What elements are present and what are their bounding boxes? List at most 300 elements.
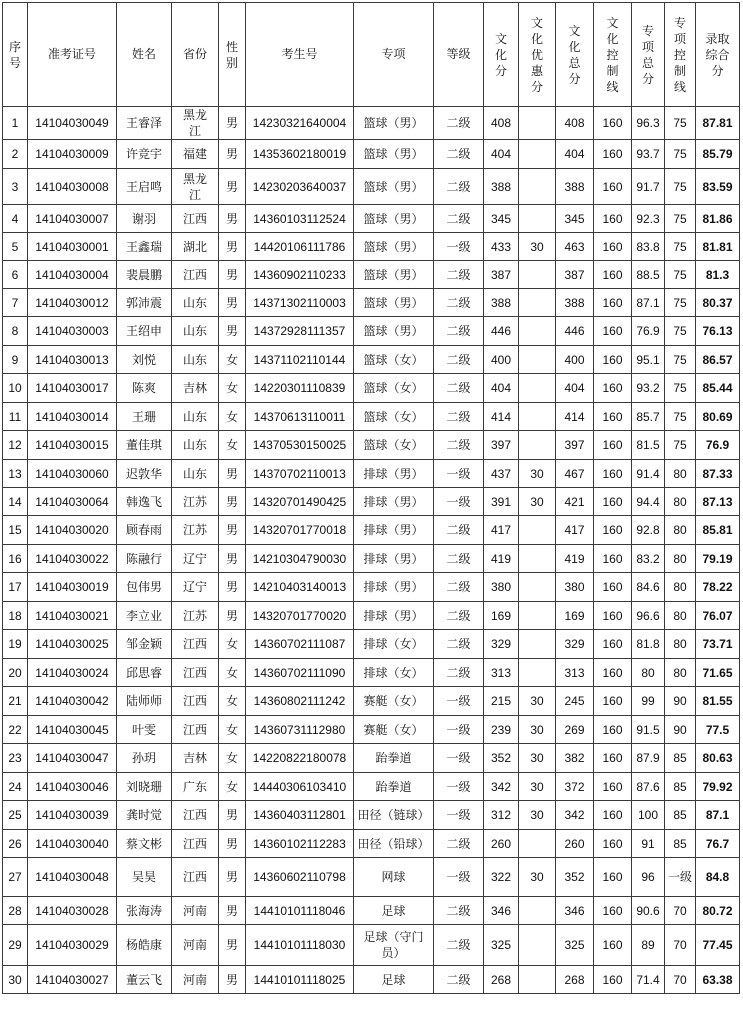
- cell-admit-score: 80.72: [696, 897, 740, 925]
- cell-admit-score: 81.81: [696, 233, 740, 261]
- header-sport: 专项: [354, 3, 434, 107]
- table-row: [3, 169, 740, 205]
- cell-culture-score: 414: [484, 403, 519, 431]
- cell-sport-line: 75: [665, 374, 696, 403]
- table-row: [3, 317, 740, 346]
- cell-culture-line: 160: [594, 140, 632, 169]
- cell-ticket: 14104030015: [28, 431, 117, 460]
- cell-culture-line: 160: [594, 858, 632, 897]
- cell-sport: 篮球（男）: [354, 289, 434, 317]
- cell-culture-line: 160: [594, 317, 632, 346]
- cell-culture-bonus: [519, 289, 556, 317]
- table-row: [3, 858, 740, 897]
- cell-sport-line: 90: [665, 687, 696, 716]
- cell-culture-line: 160: [594, 801, 632, 830]
- cell-ticket: 14104030042: [28, 687, 117, 716]
- cell-ticket: 14104030028: [28, 897, 117, 925]
- cell-province: 河南: [172, 897, 219, 925]
- cell-culture-bonus: 30: [519, 233, 556, 261]
- cell-admit-score: 83.59: [696, 169, 740, 205]
- cell-seq: 5: [3, 233, 28, 261]
- cell-gender: 男: [219, 573, 246, 602]
- cell-level: 二级: [434, 602, 484, 630]
- cell-sport-line: 85: [665, 773, 696, 801]
- cell-gender: 女: [219, 773, 246, 801]
- cell-sport: 跆拳道: [354, 744, 434, 773]
- cell-culture-bonus: [519, 630, 556, 659]
- cell-sport: 足球（守门员）: [354, 925, 434, 966]
- table-row: [3, 966, 740, 994]
- cell-name: 王绍申: [117, 317, 172, 346]
- cell-exam-no: 14230203640037: [246, 169, 354, 205]
- cell-sport-line: 80: [665, 630, 696, 659]
- cell-gender: 女: [219, 659, 246, 687]
- cell-culture-bonus: 30: [519, 716, 556, 744]
- cell-level: 二级: [434, 169, 484, 205]
- cell-name: 裴晨鹏: [117, 261, 172, 289]
- cell-culture-score: 312: [484, 801, 519, 830]
- cell-name: 陆师师: [117, 687, 172, 716]
- cell-sport-total: 99: [632, 687, 665, 716]
- cell-sport: 排球（男）: [354, 545, 434, 573]
- cell-ticket: 14104030001: [28, 233, 117, 261]
- cell-culture-score: 352: [484, 744, 519, 773]
- cell-sport: 排球（女）: [354, 630, 434, 659]
- cell-seq: 29: [3, 925, 28, 966]
- cell-admit-score: 76.07: [696, 602, 740, 630]
- cell-sport: 篮球（女）: [354, 431, 434, 460]
- cell-province: 山东: [172, 289, 219, 317]
- cell-sport: 田径（链球）: [354, 801, 434, 830]
- cell-culture-line: 160: [594, 289, 632, 317]
- header-gender: 性别: [219, 3, 246, 107]
- cell-ticket: 14104030049: [28, 107, 117, 140]
- cell-sport: 篮球（男）: [354, 107, 434, 140]
- cell-culture-score: 419: [484, 545, 519, 573]
- cell-culture-total: 467: [556, 460, 594, 488]
- cell-culture-score: 268: [484, 966, 519, 994]
- cell-seq: 25: [3, 801, 28, 830]
- cell-culture-line: 160: [594, 261, 632, 289]
- cell-admit-score: 63.38: [696, 966, 740, 994]
- cell-seq: 30: [3, 966, 28, 994]
- cell-province: 江西: [172, 659, 219, 687]
- cell-province: 山东: [172, 403, 219, 431]
- cell-level: 一级: [434, 460, 484, 488]
- cell-sport-total: 81.5: [632, 431, 665, 460]
- cell-culture-line: 160: [594, 897, 632, 925]
- cell-admit-score: 87.13: [696, 488, 740, 516]
- table-row: [3, 140, 740, 169]
- cell-name: 刘晓珊: [117, 773, 172, 801]
- cell-province: 辽宁: [172, 573, 219, 602]
- cell-sport: 排球（女）: [354, 659, 434, 687]
- cell-gender: 男: [219, 488, 246, 516]
- cell-name: 龚时觉: [117, 801, 172, 830]
- cell-culture-bonus: [519, 659, 556, 687]
- cell-culture-bonus: 30: [519, 744, 556, 773]
- cell-ticket: 14104030017: [28, 374, 117, 403]
- table-row: [3, 488, 740, 516]
- cell-exam-no: 14210304790030: [246, 545, 354, 573]
- cell-sport-total: 96.3: [632, 107, 665, 140]
- cell-culture-total: 388: [556, 169, 594, 205]
- cell-culture-bonus: [519, 261, 556, 289]
- cell-seq: 18: [3, 602, 28, 630]
- cell-sport-total: 76.9: [632, 317, 665, 346]
- cell-culture-line: 160: [594, 744, 632, 773]
- cell-ticket: 14104030039: [28, 801, 117, 830]
- cell-seq: 4: [3, 205, 28, 233]
- cell-exam-no: 14360602110798: [246, 858, 354, 897]
- cell-ticket: 14104030045: [28, 716, 117, 744]
- table-row: [3, 233, 740, 261]
- cell-culture-total: 345: [556, 205, 594, 233]
- cell-culture-total: 268: [556, 966, 594, 994]
- cell-seq: 1: [3, 107, 28, 140]
- cell-sport: 篮球（男）: [354, 140, 434, 169]
- table-row: [3, 107, 740, 140]
- cell-province: 江西: [172, 205, 219, 233]
- cell-sport: 跆拳道: [354, 773, 434, 801]
- header-culture-line: 文化控制线: [594, 3, 632, 107]
- header-culture-total: 文化总分: [556, 3, 594, 107]
- cell-gender: 女: [219, 431, 246, 460]
- cell-level: 一级: [434, 858, 484, 897]
- cell-name: 包伟男: [117, 573, 172, 602]
- cell-sport-total: 91: [632, 830, 665, 858]
- cell-culture-bonus: 30: [519, 460, 556, 488]
- cell-sport-line: 85: [665, 801, 696, 830]
- table-row: [3, 830, 740, 858]
- cell-admit-score: 76.7: [696, 830, 740, 858]
- cell-sport-line: 85: [665, 744, 696, 773]
- cell-culture-line: 160: [594, 830, 632, 858]
- cell-sport-total: 83.8: [632, 233, 665, 261]
- cell-culture-bonus: [519, 317, 556, 346]
- cell-seq: 21: [3, 687, 28, 716]
- cell-name: 陈爽: [117, 374, 172, 403]
- cell-province: 江西: [172, 716, 219, 744]
- cell-sport-total: 96: [632, 858, 665, 897]
- cell-province: 湖北: [172, 233, 219, 261]
- cell-sport-total: 94.4: [632, 488, 665, 516]
- cell-sport-total: 71.4: [632, 966, 665, 994]
- admission-table-sheet: [2, 2, 740, 994]
- cell-culture-total: 342: [556, 801, 594, 830]
- cell-ticket: 14104030004: [28, 261, 117, 289]
- cell-culture-bonus: [519, 140, 556, 169]
- cell-culture-score: 313: [484, 659, 519, 687]
- cell-exam-no: 14210403140013: [246, 573, 354, 602]
- cell-exam-no: 14372928111357: [246, 317, 354, 346]
- cell-admit-score: 81.86: [696, 205, 740, 233]
- cell-gender: 男: [219, 289, 246, 317]
- cell-province: 黑龙江: [172, 169, 219, 205]
- cell-culture-total: 417: [556, 516, 594, 545]
- cell-ticket: 14104030009: [28, 140, 117, 169]
- cell-gender: 女: [219, 744, 246, 773]
- cell-culture-line: 160: [594, 233, 632, 261]
- cell-exam-no: 14360102112283: [246, 830, 354, 858]
- cell-exam-no: 14410101118025: [246, 966, 354, 994]
- cell-culture-total: 404: [556, 374, 594, 403]
- cell-ticket: 14104030013: [28, 346, 117, 374]
- cell-level: 一级: [434, 687, 484, 716]
- cell-name: 叶雯: [117, 716, 172, 744]
- cell-sport: 篮球（女）: [354, 346, 434, 374]
- cell-province: 广东: [172, 773, 219, 801]
- cell-exam-no: 14220822180078: [246, 744, 354, 773]
- cell-sport: 篮球（男）: [354, 261, 434, 289]
- header-sport-total: 专项总分: [632, 3, 665, 107]
- cell-exam-no: 14320701490425: [246, 488, 354, 516]
- cell-culture-total: 346: [556, 897, 594, 925]
- cell-province: 江西: [172, 261, 219, 289]
- cell-sport-line: 90: [665, 716, 696, 744]
- header-culture-score: 文化分: [484, 3, 519, 107]
- cell-culture-line: 160: [594, 346, 632, 374]
- cell-culture-total: 260: [556, 830, 594, 858]
- cell-level: 二级: [434, 573, 484, 602]
- cell-sport: 篮球（男）: [354, 317, 434, 346]
- cell-level: 一级: [434, 773, 484, 801]
- table-row: [3, 403, 740, 431]
- cell-sport: 田径（铅球）: [354, 830, 434, 858]
- cell-name: 许竞宇: [117, 140, 172, 169]
- cell-culture-bonus: 30: [519, 687, 556, 716]
- cell-exam-no: 14371302110003: [246, 289, 354, 317]
- cell-sport: 篮球（女）: [354, 403, 434, 431]
- cell-exam-no: 14371102110144: [246, 346, 354, 374]
- cell-culture-score: 388: [484, 169, 519, 205]
- cell-sport: 排球（男）: [354, 602, 434, 630]
- cell-culture-score: 346: [484, 897, 519, 925]
- cell-gender: 女: [219, 687, 246, 716]
- header-province: 省份: [172, 3, 219, 107]
- cell-level: 二级: [434, 659, 484, 687]
- cell-sport-total: 83.2: [632, 545, 665, 573]
- cell-admit-score: 87.1: [696, 801, 740, 830]
- cell-sport: 赛艇（女）: [354, 687, 434, 716]
- cell-culture-bonus: [519, 897, 556, 925]
- cell-name: 郭沛震: [117, 289, 172, 317]
- cell-culture-total: 404: [556, 140, 594, 169]
- header-row: [3, 3, 740, 107]
- cell-culture-total: 419: [556, 545, 594, 573]
- cell-sport-line: 75: [665, 169, 696, 205]
- cell-level: 二级: [434, 374, 484, 403]
- cell-admit-score: 77.5: [696, 716, 740, 744]
- header-level: 等级: [434, 3, 484, 107]
- cell-admit-score: 71.65: [696, 659, 740, 687]
- cell-ticket: 14104030024: [28, 659, 117, 687]
- table-row: [3, 374, 740, 403]
- cell-sport: 足球: [354, 966, 434, 994]
- cell-level: 二级: [434, 346, 484, 374]
- cell-seq: 2: [3, 140, 28, 169]
- cell-level: 二级: [434, 966, 484, 994]
- cell-admit-score: 80.37: [696, 289, 740, 317]
- cell-culture-total: 329: [556, 630, 594, 659]
- cell-sport-line: 75: [665, 233, 696, 261]
- table-row: [3, 289, 740, 317]
- table-row: [3, 659, 740, 687]
- cell-culture-score: 417: [484, 516, 519, 545]
- cell-ticket: 14104030008: [28, 169, 117, 205]
- cell-admit-score: 85.81: [696, 516, 740, 545]
- cell-seq: 16: [3, 545, 28, 573]
- cell-culture-bonus: [519, 431, 556, 460]
- cell-level: 二级: [434, 140, 484, 169]
- table-row: [3, 205, 740, 233]
- cell-gender: 男: [219, 602, 246, 630]
- cell-sport-total: 84.6: [632, 573, 665, 602]
- cell-level: 二级: [434, 431, 484, 460]
- cell-exam-no: 14360702111087: [246, 630, 354, 659]
- cell-sport: 排球（男）: [354, 488, 434, 516]
- cell-culture-score: 433: [484, 233, 519, 261]
- cell-culture-total: 382: [556, 744, 594, 773]
- cell-exam-no: 14440306103410: [246, 773, 354, 801]
- cell-sport-line: 80: [665, 602, 696, 630]
- cell-ticket: 14104030048: [28, 858, 117, 897]
- cell-name: 顾春雨: [117, 516, 172, 545]
- cell-seq: 28: [3, 897, 28, 925]
- cell-culture-score: 404: [484, 374, 519, 403]
- cell-sport-total: 96.6: [632, 602, 665, 630]
- cell-culture-line: 160: [594, 516, 632, 545]
- cell-culture-line: 160: [594, 205, 632, 233]
- cell-gender: 男: [219, 897, 246, 925]
- cell-ticket: 14104030064: [28, 488, 117, 516]
- cell-sport-total: 92.3: [632, 205, 665, 233]
- cell-sport-total: 80: [632, 659, 665, 687]
- cell-exam-no: 14360802111242: [246, 687, 354, 716]
- cell-level: 一级: [434, 488, 484, 516]
- cell-sport-line: 80: [665, 460, 696, 488]
- cell-exam-no: 14320701770018: [246, 516, 354, 545]
- cell-seq: 19: [3, 630, 28, 659]
- cell-culture-bonus: 30: [519, 773, 556, 801]
- cell-culture-score: 342: [484, 773, 519, 801]
- cell-admit-score: 78.22: [696, 573, 740, 602]
- cell-sport-total: 88.5: [632, 261, 665, 289]
- cell-name: 董云飞: [117, 966, 172, 994]
- cell-seq: 15: [3, 516, 28, 545]
- header-sport-line: 专项控制线: [665, 3, 696, 107]
- cell-culture-score: 380: [484, 573, 519, 602]
- cell-province: 江苏: [172, 602, 219, 630]
- cell-sport-line: 70: [665, 925, 696, 966]
- cell-level: 一级: [434, 801, 484, 830]
- cell-culture-line: 160: [594, 169, 632, 205]
- cell-name: 陈融行: [117, 545, 172, 573]
- cell-sport-total: 92.8: [632, 516, 665, 545]
- cell-seq: 20: [3, 659, 28, 687]
- cell-seq: 10: [3, 374, 28, 403]
- cell-sport: 赛艇（女）: [354, 716, 434, 744]
- cell-culture-total: 400: [556, 346, 594, 374]
- cell-ticket: 14104030012: [28, 289, 117, 317]
- header-name: 姓名: [117, 3, 172, 107]
- cell-sport: 足球: [354, 897, 434, 925]
- cell-admit-score: 80.69: [696, 403, 740, 431]
- cell-culture-line: 160: [594, 488, 632, 516]
- header-seq: 序号: [3, 3, 28, 107]
- cell-gender: 女: [219, 374, 246, 403]
- cell-exam-no: 14370702110013: [246, 460, 354, 488]
- cell-culture-score: 387: [484, 261, 519, 289]
- cell-culture-bonus: 30: [519, 801, 556, 830]
- cell-level: 一级: [434, 716, 484, 744]
- cell-level: 二级: [434, 925, 484, 966]
- cell-culture-bonus: [519, 573, 556, 602]
- cell-culture-bonus: [519, 830, 556, 858]
- cell-ticket: 14104030019: [28, 573, 117, 602]
- cell-admit-score: 80.63: [696, 744, 740, 773]
- cell-culture-line: 160: [594, 403, 632, 431]
- cell-seq: 27: [3, 858, 28, 897]
- cell-exam-no: 14370530150025: [246, 431, 354, 460]
- cell-gender: 女: [219, 403, 246, 431]
- cell-sport: 篮球（男）: [354, 169, 434, 205]
- cell-culture-total: 245: [556, 687, 594, 716]
- cell-province: 江苏: [172, 516, 219, 545]
- cell-ticket: 14104030021: [28, 602, 117, 630]
- cell-province: 河南: [172, 966, 219, 994]
- cell-sport-line: 80: [665, 573, 696, 602]
- cell-sport-total: 91.7: [632, 169, 665, 205]
- cell-admit-score: 77.45: [696, 925, 740, 966]
- cell-culture-score: 437: [484, 460, 519, 488]
- cell-culture-bonus: 30: [519, 488, 556, 516]
- cell-sport: 排球（男）: [354, 460, 434, 488]
- cell-admit-score: 85.79: [696, 140, 740, 169]
- cell-gender: 男: [219, 801, 246, 830]
- cell-gender: 女: [219, 346, 246, 374]
- cell-culture-line: 160: [594, 659, 632, 687]
- cell-level: 二级: [434, 107, 484, 140]
- cell-culture-line: 160: [594, 573, 632, 602]
- cell-seq: 26: [3, 830, 28, 858]
- cell-admit-score: 79.92: [696, 773, 740, 801]
- table-row: [3, 573, 740, 602]
- cell-ticket: 14104030047: [28, 744, 117, 773]
- cell-culture-total: 387: [556, 261, 594, 289]
- cell-seq: 11: [3, 403, 28, 431]
- cell-culture-score: 260: [484, 830, 519, 858]
- cell-province: 福建: [172, 140, 219, 169]
- table-row: [3, 716, 740, 744]
- cell-culture-total: 269: [556, 716, 594, 744]
- cell-culture-total: 325: [556, 925, 594, 966]
- cell-name: 王启鸣: [117, 169, 172, 205]
- cell-sport-line: 一级: [665, 858, 696, 897]
- cell-exam-no: 14360403112801: [246, 801, 354, 830]
- cell-gender: 男: [219, 261, 246, 289]
- cell-culture-score: 400: [484, 346, 519, 374]
- table-row: [3, 687, 740, 716]
- cell-sport-total: 90.6: [632, 897, 665, 925]
- cell-gender: 男: [219, 516, 246, 545]
- cell-exam-no: 14360731112980: [246, 716, 354, 744]
- cell-seq: 12: [3, 431, 28, 460]
- table-row: [3, 801, 740, 830]
- cell-culture-bonus: [519, 346, 556, 374]
- cell-province: 辽宁: [172, 545, 219, 573]
- cell-ticket: 14104030060: [28, 460, 117, 488]
